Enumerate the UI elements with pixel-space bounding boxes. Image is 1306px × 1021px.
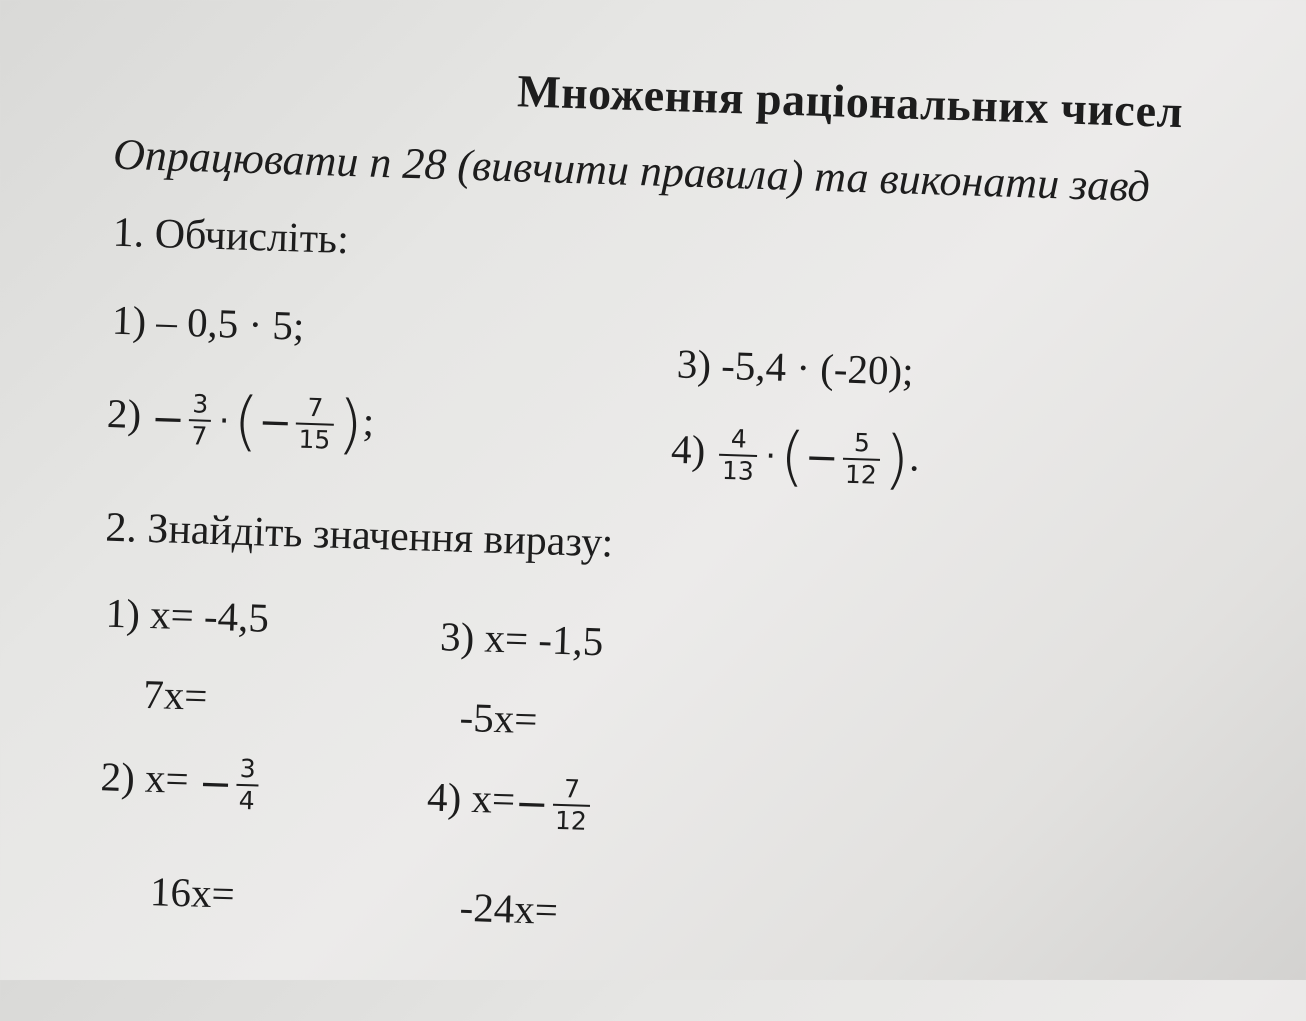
task2-item-2 (100, 752, 263, 816)
task1-item-3: 3) -5,4 · (-20); (676, 340, 915, 394)
right-paren: ) (883, 423, 911, 498)
minus-sign: − (150, 395, 186, 444)
assignment-instruction: Опрацювати п 28 (вивчити правила) та виконати завд (112, 129, 1151, 212)
minus-sign: − (804, 434, 840, 482)
task1-item-1: 1) – 0,5 · 5; (111, 296, 306, 349)
multiply-dot: · (764, 436, 777, 477)
semicolon: ; (362, 398, 375, 445)
task2-item-4 (426, 772, 595, 836)
minus-sign: − (257, 399, 293, 447)
denominator: 4 (235, 784, 258, 815)
item-number: 4) (670, 425, 707, 473)
multiply-dot: · (218, 401, 231, 442)
task2-item-1-expression: 7x= (142, 670, 209, 719)
denominator: 15 (295, 423, 334, 454)
fraction-5-12 (842, 429, 882, 489)
item-number: 2) (106, 389, 142, 438)
task2-item-4-expression: -24x= (459, 883, 559, 933)
task2-heading: 2. Знайдіть значення виразу: (104, 504, 614, 567)
denominator: 7 (188, 419, 211, 450)
numerator: 7 (563, 774, 581, 804)
minus-sign: − (198, 760, 233, 808)
minus-sign: − (514, 780, 550, 828)
numerator: 3 (191, 388, 209, 419)
page-title: Множення раціональних чисел (516, 65, 1184, 138)
task2-item-2-expression: 16x= (149, 868, 236, 917)
denominator: 12 (842, 458, 881, 489)
numerator: 5 (853, 427, 871, 458)
item-label: 2) x= (99, 753, 190, 802)
task2-item-1: 1) x= -4,5 (105, 589, 270, 641)
period: . (908, 433, 921, 480)
task2-item-3: 3) x= -1,5 (439, 613, 605, 665)
numerator: 4 (730, 423, 748, 454)
fraction-7-12 (552, 776, 592, 836)
fraction-3-4 (235, 753, 259, 816)
numerator: 7 (306, 392, 324, 423)
denominator: 13 (719, 454, 758, 485)
fraction-4-13 (719, 423, 759, 486)
left-paren: ( (232, 384, 260, 460)
task1-item-4 (670, 419, 921, 498)
fraction-7-15 (295, 394, 335, 454)
denominator: 12 (552, 804, 591, 835)
task1-heading: 1. Обчисліть: (112, 209, 350, 264)
right-paren: ) (336, 387, 364, 463)
left-paren: ( (778, 419, 807, 495)
task2-item-3-expression: -5x= (458, 693, 539, 743)
numerator: 3 (239, 753, 257, 784)
task1-item-2 (106, 384, 375, 463)
item-label: 4) x= (426, 773, 516, 823)
fraction-3-7 (188, 388, 212, 451)
